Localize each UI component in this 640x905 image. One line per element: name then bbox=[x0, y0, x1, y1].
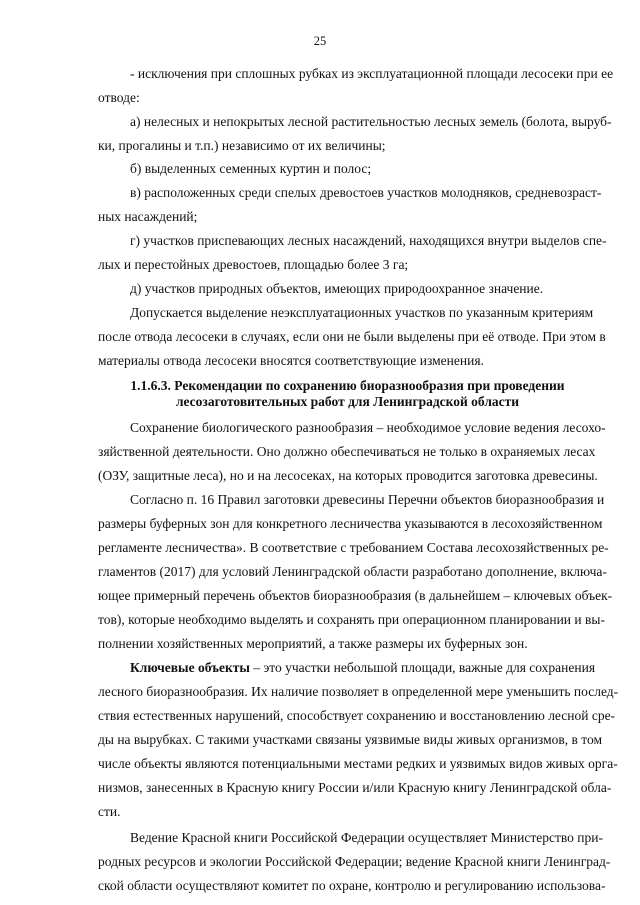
text-line: а) нелесных и непокрытых лесной растительностью лесных земель (болота, выруб- bbox=[130, 114, 612, 129]
text-line: (ОЗУ, защитные леса), но и на лесосеках, на которых проводится заготовка древесины. bbox=[98, 468, 598, 483]
section-heading: 1.1.6.3. Рекомендации по сохранению биоразнообразия при проведении bbox=[130, 378, 565, 393]
text-line: низмов, занесенных в Красную книгу России и/или Красную книгу Ленинградской обла- bbox=[98, 780, 612, 795]
text-line: б) выделенных семенных куртин и полос; bbox=[130, 161, 372, 176]
text-line: ской области осуществляют комитет по охране, контролю и регулированию использова- bbox=[98, 878, 606, 893]
text-line: Согласно п. 16 Правил заготовки древесины Перечни объектов биоразнообразия и bbox=[130, 492, 605, 507]
text-line bbox=[130, 660, 596, 676]
text-line: зяйственной деятельности. Оно должно обеспечиваться не только в охраняемых лесах bbox=[98, 444, 596, 459]
text-line: материалы отвода лесосеки вносятся соответствующие изменения. bbox=[98, 353, 484, 368]
text-fragment: – это участки небольшой площади, важные для сохранения bbox=[253, 660, 596, 675]
text-line: числе объекты являются потенциальными местами редких и уязвимых видов живых орга- bbox=[98, 756, 618, 771]
text-line: д) участков природных объектов, имеющих природоохранное значение. bbox=[130, 281, 544, 296]
text-line: размеры буферных зон для конкретного лесничества указываются в лесохозяйственном bbox=[98, 516, 603, 531]
text-line: Допускается выделение неэксплуатационных участков по указанным критериям bbox=[130, 305, 594, 320]
text-line: гламентов (2017) для условий Ленинградской области разработано дополнение, включа- bbox=[98, 564, 607, 579]
text-line: тов), которые необходимо выделять и сохранять при операционном планировании и вы- bbox=[98, 612, 605, 627]
text-line: ки, прогалины и т.п.) независимо от их величины; bbox=[98, 138, 386, 153]
text-line: ствия естественных нарушений, способствует сохранению и восстановлению лесной сре- bbox=[98, 708, 616, 723]
text-line: родных ресурсов и экологии Российской Федерации; ведение Красной книги Ленинград- bbox=[98, 854, 611, 869]
text-line: - исключения при сплошных рубках из эксплуатационной площади лесосеки при ее bbox=[130, 66, 614, 81]
text-line: ды на вырубках. С такими участками связаны уязвимые виды живых организмов, в том bbox=[98, 732, 602, 747]
text-line: сти. bbox=[98, 804, 121, 819]
text-line: лесного биоразнообразия. Их наличие позволяет в определенной мере уменьшить послед- bbox=[98, 684, 619, 699]
page-number: 25 bbox=[313, 34, 327, 48]
text-line: Сохранение биологического разнообразия – необходимое условие ведения лесохо- bbox=[130, 420, 606, 435]
text-line: полнении хозяйственных мероприятий, а также размеры их буферных зон. bbox=[98, 636, 528, 651]
text-line: отводе: bbox=[98, 90, 140, 105]
text-line: ющее примерный перечень объектов биоразнообразия (в дальнейшем – ключевых объек- bbox=[98, 588, 613, 603]
section-heading: лесозаготовительных работ для Ленинградской области bbox=[175, 394, 520, 409]
text-line: г) участков приспевающих лесных насаждений, находящихся внутри выделов спе- bbox=[130, 233, 607, 248]
text-line: после отвода лесосеки в случаях, если они не были выделены при её отводе. При этом в bbox=[98, 329, 606, 344]
bold-term: Ключевые объекты bbox=[130, 660, 250, 675]
text-line: Ведение Красной книги Российской Федерации осуществляет Министерство при- bbox=[130, 830, 603, 845]
text-line: в) расположенных среди спелых древостоев участков молодняков, средневозраст- bbox=[130, 185, 602, 200]
text-line: лых и перестойных древостоев, площадью более 3 га; bbox=[98, 257, 409, 272]
text-line: ных насаждений; bbox=[98, 209, 198, 224]
text-line: регламенте лесничества». В соответствие с требованием Состава лесохозяйственных ре- bbox=[98, 540, 609, 555]
